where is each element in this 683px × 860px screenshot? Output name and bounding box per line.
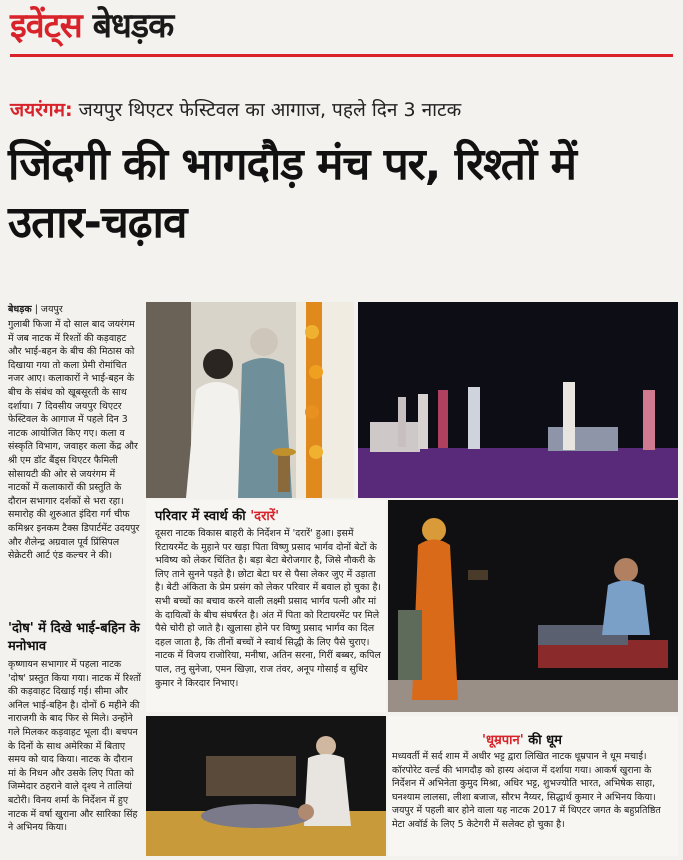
byline-name: बेधड़क: [8, 304, 32, 315]
story3-title-prefix: परिवार में स्वार्थ की: [155, 509, 246, 524]
photo-stage-darare: [388, 500, 678, 712]
headline: जिंदगी की भागदौड़ मंच पर, रिश्तों में उतार-चढ़ाव: [8, 139, 576, 248]
story1-body: गुलाबी फिजा में दो साल बाद जयरंगम में जब नाटक में रिश्तों की कड़वाहट और भाई-बहन के बीच की मिठास को दिखाया गया तो कला प्रेमी रोमांचित नजर आए। कलाकारों ने भाई-बहन के बीच के संबंध को खूबसूरती के साथ दर्शाया। 7 दिवसीय जयपुर थिएटर फेस्टिवल के आगाज में पहले दिन 3 नाटक आयोजित किए गए। कला व संस्कृति विभाग, जवाहर कला केंद्र और श्री एम डॉट बैंड्स थिएटर फैमिली सोसायटी की ओर से जयरंगम में नाटकों में कलाकारों की प्रस्तुति के दौरान सभागार दर्शकों से भरा रहा। समारोह की शुरुआत इंदिरा गर्ग चीफ कमिश्नर इनकम टैक्स डिपार्टमेंट उदयपुर और शैलेन्द्र अग्रवाल पूर्व प्रिंसिपल सेक्रेटरी आर्ट एंड कल्चर ने की।: [8, 319, 140, 562]
byline-place: | जयपुर: [34, 304, 63, 315]
story4-title-suffix: की धूम: [528, 733, 562, 748]
story4-title: [482, 730, 562, 748]
story3-title: [155, 506, 279, 524]
kicker: [10, 97, 461, 123]
masthead-part1: इवेंट्स: [10, 6, 82, 46]
story3-body: दूसरा नाटक विकास बाहरी के निर्देशन में 'दरारें' हुआ। इसमें रिटायरमेंट के मुहाने पर खड़ा पिता विष्णु प्रसाद भार्गव दोनों बेटों के भविष्य को लेकर चिंतित है। बड़ा बेटा बेरोजगार है, जिसे नौकरी के लिए ताने सुनने पड़ते है। छोटा बेटा घर से पैसा लेकर जुए में उड़ाता है। बेटी अंकिता के प्रेम प्रसंग को लेकर परिवार में बवाल हो चुका है। सभी बच्चों का बचाव करने वाली लक्ष्मी प्रसाद भार्गव पत्नी और मां के दायित्वों के बीच संघर्षरत है। अंत में पिता को रिटायरमेंट पर मिले पैसे चोरी हो जाते है। खुलासा होने पर विष्णु प्रसाद भार्गव का दिल दहल जाता है, कि तीनों बच्चों ने स्वार्थ सिद्धी के लिए पैसे चुराए। नाटक में विजय राजोरिया, मनीषा, अतिन सरना, गिरीं बब्बर, कपिल पाल, तनु सुनेजा, एमन खिज़ा, राज तंवर, अनूप गोसाई व सुधिर कुमार ने किरदार निभाए।: [155, 528, 381, 689]
kicker-label: जयरंगम:: [10, 99, 73, 121]
story4-body: मध्यवर्ती में सर्द शाम में अधीर भट्ट द्वारा लिखित नाटक धूम्रपान ने धूम मचाई। कॉरपोरेट वर्ल्ड की भागदौड़ को हास्य अंदाज में दर्शाया गया। आकर्ष खुराना के निर्देशन में अभिनेता कुमुद मिश्रा, अधिर भट्ट, शुभज्योति भारत, अभिषेक साहा, घनश्याम लालसा, लीशा बजाज, सौरभ नैय्यर, सिद्धार्थ कुमार ने अभिनय किया। जयपुर में पहली बार होने वाला यह नाटक 2017 में थिएटर जगत के बहुप्रतिष्ठित मेटा अवॉर्ड के लिए 5 केटेगरी में सलेक्ट हो चुका है।: [392, 751, 661, 830]
story3-title-highlight: 'दरारें': [250, 509, 280, 524]
photo-stage-wide: [358, 302, 678, 498]
masthead: [10, 4, 173, 48]
masthead-rule: [10, 54, 673, 57]
kicker-text: जयपुर थिएटर फेस्टिवल का आगाज, पहले दिन 3 नाटक: [78, 99, 462, 121]
story2-title: 'दोष' में दिखे भाई-बहिन के मनोभाव: [8, 621, 140, 654]
masthead-part2: बेधड़क: [92, 6, 174, 46]
story4-title-highlight: 'धूम्रपान': [482, 733, 524, 748]
story2-body: कृष्णायन सभागार में पहला नाटक 'दोष' प्रस्तुत किया गया। नाटक में रिश्तों की कड़वाहट दिखाई गई। सीमा और अनिल भाई-बहिन है। दोनों 6 महीने की नाराजगी के बाद फिर से मिले। उन्होंने गले मिलकर कड़वाहट भूला दी। बचपन के दिनों के साथ अमेरिका में बिताए समय को याद किया। नाटक के दौरान मां के निधन और उसके लिए पिता को जिम्मेदार ठहराने वाले दृश्य ने तालियां बटोरी। विनय शर्मा के निर्देशन में हुए नाटक में वर्षा खुराना और सारिका सिंह ने अभिनय किया।: [8, 659, 141, 834]
byline: [8, 303, 63, 317]
photo-stage-floor: [146, 716, 386, 856]
photo-lamp-lighting: [146, 302, 354, 498]
